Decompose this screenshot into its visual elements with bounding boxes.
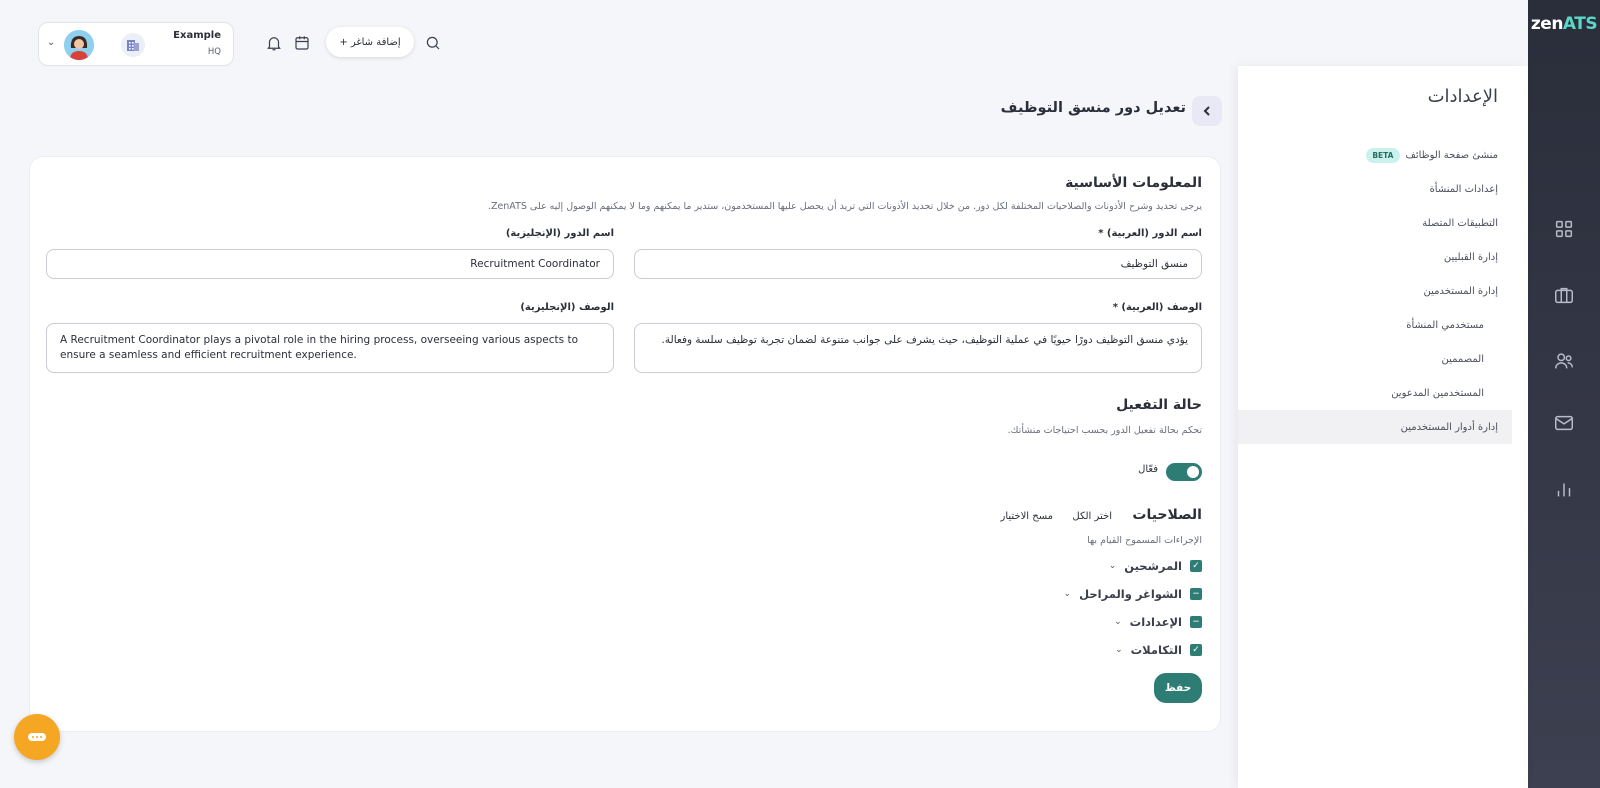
- chevron-down-icon[interactable]: ⌄: [1063, 589, 1072, 599]
- chevron-down-icon[interactable]: ⌄: [1114, 617, 1122, 627]
- checkbox-indeterminate[interactable]: −: [1190, 588, 1202, 600]
- activation-description: تحكم بحالة تفعيل الدور بحسب احتياجات منشأتك.: [1007, 425, 1202, 436]
- briefcase-icon[interactable]: [1553, 284, 1575, 306]
- role-form-card: [29, 156, 1221, 732]
- permission-group-jobs-stages[interactable]: − الشواغر والمراحل ⌄: [1064, 585, 1202, 603]
- description-en-input[interactable]: A Recruitment Coordinator plays a pivotal role in the hiring process, overseeing various aspects to ensure a seamless and efficient recruitment experience.: [46, 323, 614, 373]
- permission-group-settings[interactable]: − الإعدادات ⌄: [1114, 613, 1202, 631]
- sidebar-item-designers[interactable]: المصممين: [1441, 353, 1484, 365]
- sidebar-item-user-management[interactable]: إدارة المستخدمين: [1423, 285, 1498, 297]
- zenats-logo[interactable]: zenATS: [1530, 14, 1598, 34]
- sidebar-item-org-settings[interactable]: إعدادات المنشأة: [1429, 183, 1498, 195]
- beta-badge: BETA: [1366, 148, 1399, 163]
- reports-icon[interactable]: [1553, 478, 1575, 500]
- checkbox-checked[interactable]: ✓: [1190, 560, 1202, 572]
- save-button[interactable]: حفظ: [1154, 673, 1202, 703]
- chevron-down-icon[interactable]: ⌄: [1108, 561, 1117, 571]
- role-name-ar-label: اسم الدور (العربية) *: [1098, 228, 1202, 239]
- chevron-down-icon: ⌄: [47, 37, 56, 48]
- permissions-subheading: الإجراءات المسموح القيام بها: [1087, 535, 1202, 546]
- settings-sidebar: [1238, 66, 1528, 788]
- permissions-heading: الصلاحيات: [1132, 507, 1202, 523]
- search-icon[interactable]: [424, 34, 442, 52]
- users-icon[interactable]: [1553, 350, 1575, 372]
- page-title: تعديل دور منسق التوظيف: [1000, 100, 1186, 116]
- account-name: Example: [173, 30, 221, 41]
- sidebar-item-job-page-builder[interactable]: منشئ صفحة الوظائف BETA: [1238, 138, 1512, 172]
- permission-group-candidates[interactable]: ✓ المرشحين ⌄: [1109, 557, 1202, 575]
- sidebar-item-invited-users[interactable]: المستخدمين المدعوين: [1391, 387, 1484, 399]
- description-en-label: الوصف (الإنجليزية): [520, 302, 614, 313]
- calendar-icon[interactable]: [293, 34, 311, 52]
- checkbox-checked[interactable]: ✓: [1190, 644, 1202, 656]
- basic-info-heading: المعلومات الأساسية: [1065, 175, 1202, 191]
- chevron-down-icon[interactable]: ⌄: [1115, 645, 1123, 655]
- bell-icon[interactable]: [265, 34, 283, 52]
- checkbox-indeterminate[interactable]: −: [1190, 616, 1202, 628]
- sidebar-item-org-users[interactable]: مستخدمي المنشأة: [1406, 319, 1484, 331]
- app-rail: [1528, 0, 1600, 788]
- sidebar-item-tribes[interactable]: إدارة القبليين: [1443, 251, 1498, 263]
- select-all-link[interactable]: اختر الكل: [1072, 511, 1112, 522]
- role-name-en-input[interactable]: Recruitment Coordinator: [46, 249, 614, 279]
- dashboard-icon[interactable]: [1553, 218, 1575, 240]
- account-subtitle: HQ: [207, 47, 221, 57]
- clear-selection-link[interactable]: مسح الاختيار: [1000, 511, 1053, 522]
- organization-icon: [121, 33, 145, 57]
- sidebar-title: الإعدادات: [1427, 86, 1498, 107]
- account-switcher[interactable]: [38, 22, 234, 66]
- avatar[interactable]: [64, 30, 94, 60]
- active-toggle-label: فعّال: [1138, 464, 1158, 475]
- more-actions-button[interactable]: [14, 714, 60, 760]
- description-ar-input[interactable]: يؤدي منسق التوظيف دورًا حيويًا في عملية التوظيف، حيث يشرف على جوانب متنوعة لضمان تجربة توظيف سلسة وفعالة.: [634, 323, 1202, 373]
- sidebar-item-user-roles[interactable]: إدارة أدوار المستخدمين: [1238, 410, 1512, 444]
- back-button[interactable]: [1192, 96, 1222, 126]
- sidebar-item-connected-apps[interactable]: التطبيقات المتصلة: [1422, 217, 1498, 229]
- more-icon: [28, 733, 46, 741]
- mail-icon[interactable]: [1553, 412, 1575, 434]
- permission-group-integrations[interactable]: ✓ التكاملات ⌄: [1115, 641, 1202, 659]
- activation-heading: حالة التفعيل: [1116, 397, 1202, 413]
- role-name-en-label: اسم الدور (الإنجليزية): [505, 228, 614, 239]
- add-job-button[interactable]: + إضافة شاغر: [326, 27, 414, 57]
- role-name-ar-input[interactable]: منسق التوظيف: [634, 249, 1202, 279]
- description-ar-label: الوصف (العربية) *: [1112, 302, 1202, 313]
- chevron-left-icon: [1201, 105, 1213, 117]
- active-toggle[interactable]: [1166, 463, 1202, 481]
- basic-info-description: يرجى تحديد وشرح الأذونات والصلاحيات المختلفة لكل دور. من خلال تحديد الأذونات التي تريد أن يحصل عليها المستخدمون، ستدير ما يمكنهم وما لا يمكنهم الوصول إليه على ZenATS.: [487, 201, 1202, 212]
